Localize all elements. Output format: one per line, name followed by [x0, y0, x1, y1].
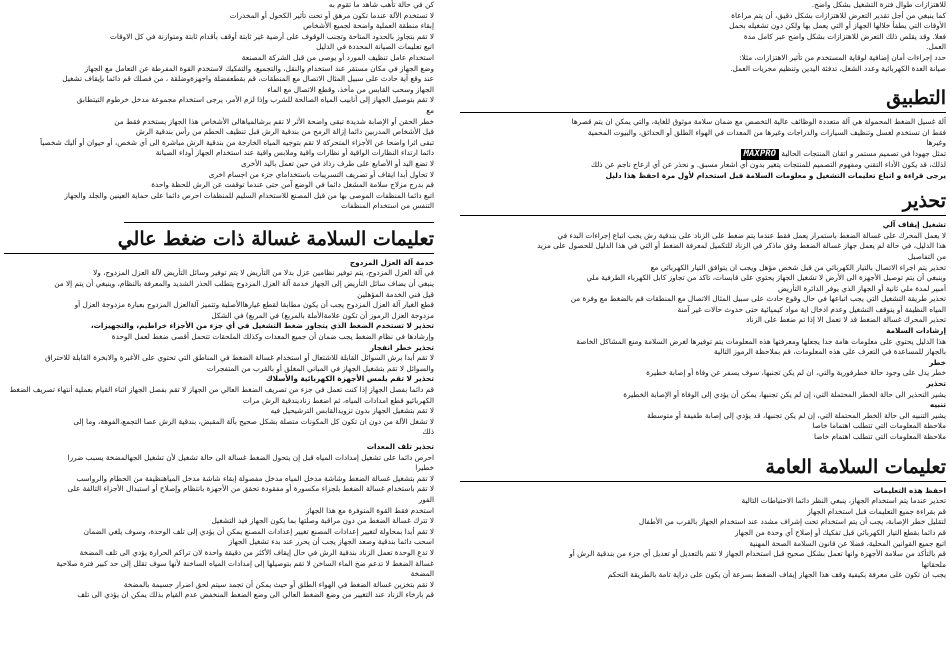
- text-line: لا تقم باستخدام غسالة الضغط بلجزاء مكسورة أو مفقودة تحقق من الأجهزة بانتظام وإصلاح أو استبدال الأجزاء التالفة على: [67, 484, 434, 494]
- text-line: وغيرها: [926, 138, 946, 148]
- application-list: [460, 117, 946, 149]
- text-line: استخدم فقط القوة المتوفرة مع هذا الجهاز: [305, 505, 434, 515]
- text-line: هذا الدليل يحتوي على معلومات هامة جدا يجعلها ومعرفتها هذه المعلومات يتم توفيرها لغرض السلامة ومنع المشاكل الخاصة: [576, 336, 946, 346]
- text-line: قم بدرج مزلاج سلامة المشغل دائما في الوضع آمن حتى عندما توقفت عن الرش للحظة واحدة: [151, 180, 434, 190]
- text-line: لا تحاول أبدا ايقاف أو تصريف التسريبات باستخداماي جزء من اجسام اخرى: [208, 169, 434, 179]
- section-divider: [460, 481, 946, 482]
- text-line: ذلك: [422, 427, 434, 437]
- text-line: لا تشغل الآلة من دون ان تكون كل المكونات متصلة بشكل صحيح بآلة المقبض، بندقية الرش عصا التجمع،الفوهة، وما إلى: [73, 416, 434, 426]
- section-divider: [460, 112, 946, 113]
- text-line: بالجهاز للمساعدة في التعرف على هذه المعلومات، قم بملاحظة الرموز التالية: [714, 347, 946, 357]
- text-line: ملاحظة المعلومات التي تتطلب اهتمام خاصا: [814, 432, 946, 441]
- text-line: قبل فني الخدمة المؤهلين: [357, 289, 434, 299]
- text-line: خطيرا: [415, 463, 434, 473]
- text-line: اتبع تعليمات الصيانة المحددة في الدليل: [316, 42, 434, 52]
- left-intro-list: [4, 0, 434, 212]
- maxpro-logo: MAXPRO: [741, 149, 780, 160]
- text-line: تحذير لا تقم بلمس الأجهزة الكهربائية والأسلاك: [265, 374, 434, 384]
- section-divider: [4, 253, 434, 254]
- text-line: قم بالتأكد من سلامة الأجهزة وانها تعمل بشكل صحيح قبل استخدام الجهاز لا تقم بالتعديل أو تعديل أي جزء من بندقية الرش أو: [569, 549, 946, 559]
- text-line: وإرشادها في نظام الضغط يجب ضمان أن جميع المعدات وكذلك الملحقات تتحمل أقصى ضغط لعمل الوحدة: [111, 332, 434, 342]
- text-line: الفور: [418, 494, 434, 504]
- pressure-washer-safety-title: تعليمات السلامة غسالة ذات ضغط عالي: [117, 227, 434, 250]
- text-line: كما ينبغي من أجل تقدير التعرض للاهتزازات بشكل دقيق، أن يتم مراعاة: [731, 10, 946, 20]
- left-damage-list: [4, 453, 434, 601]
- text-line: مزدوجة العزل الرموز أن تكون علامةالأملة بالمربع) في المربع) في الشكل: [211, 310, 434, 320]
- maxpro-line: [460, 149, 946, 160]
- text-line: مع: [426, 105, 434, 115]
- text-line: تحذير عندما يتم استخدام الجهاز، ينبغي النظر دائما الاحتياطات التالية: [741, 496, 946, 506]
- text-line: قم بقراءة جميع التعليمات قبل استخدام الجهاز: [807, 506, 946, 516]
- text-line: التنفس من استخدام المنظفات: [341, 201, 434, 211]
- maxpro-line: لذلك، قد يكون الأداء التقني ومفهوم التصميم للمنتجات يتغير بدون أي اشعار مسبق. و نحذر عن أي ازعاج ناجم عن ذلك: [590, 159, 946, 169]
- text-line: للاهتزازات طوال فترة التشغيل بشكل واضح.: [811, 0, 946, 9]
- text-line: تنبيه: [929, 400, 946, 410]
- section-divider: [124, 222, 434, 223]
- text-line: قم دائما بفصل الجهاز إذا كنت تعمل في جزء من تصريف الضغط العالي من الجهاز لا تقم بفصل الجهاز اثناء القيام بعملية أنتهاء تصريف الضغط: [9, 385, 434, 394]
- text-line: دائما ارتداء النظارات الواقية أو نظارات واقية وملابس واقية عند استخدام الجهاز أوداء الصيانة: [155, 148, 434, 158]
- text-line: تشغيل إيقاف آلي: [882, 220, 946, 230]
- text-line: تحذير طريقة التشغيل التي يجب اتباعها في حال وقوع حادث على سبيل المثال الاتصال مع المنطقات قم بالضغط مع وفرة من: [570, 294, 946, 304]
- text-line: خطر الحقن أو الإصابة شديدة تبقى واضحة الأثر لا تقم برشالمياهالى الأشخاص هذا الجهاز يستخدم فقط من: [114, 116, 434, 126]
- text-line: حدد إجراءات أمان إضافية لوقاية المستخدم من تأثير الاهتزازات، مثلا:: [739, 52, 946, 62]
- safety-signs-list: [460, 337, 946, 443]
- text-line: في آلة العزل المزدوج، يتم توفير نظامين عزل بدلا من التأريض لا يتم توفير وسائل التأريض لآلة العزل المزدوج، ولا: [93, 268, 434, 278]
- section-divider: [460, 215, 946, 216]
- text-line: قبل الأشخاص المدربين دائما إزالة الرمح من بندقية الرش قبل تنظيف الحطم من رأس بندقية الرش: [135, 127, 434, 137]
- text-line: لا تقم بتشغيل الجهاز بدون تزويدالقابس الترشيحيل فيه: [270, 406, 434, 416]
- text-line: العمل.: [926, 42, 946, 52]
- text-line: يجب ان تكون على معرفة بكيفية وقف هذا الجهاز إيقاف الضغط بسرعة أن يكون على دراية تامة بالطريقة التحكم: [607, 570, 946, 580]
- text-line: آلة غسيل الضغط المحمولة هي آلة متعددة الوظائف عالية التخصص مع ضمان سلامة موثوق للغاية، والتي يمكن ان يتم قصرها: [571, 117, 946, 127]
- right-intro-list: [460, 0, 946, 74]
- text-line: المضخة: [410, 569, 434, 579]
- text-line: الكهربائيو قطع امدادات المياه، ثم اضغط زناديندقية الرش مرات: [242, 395, 434, 405]
- damage-warning-heading: تحذير تلف المعدات: [366, 441, 434, 451]
- warning-list: [460, 220, 946, 326]
- text-line: لا تدع الوحدة تعمل الزناد بندقية الرش في حال إيقاف الأكثر من دقيقة واحدة لان تراكم الحرارة يؤدي الى تلف المضخة: [79, 547, 434, 557]
- general-safety-list: [460, 486, 946, 581]
- text-line: صيانة العدة الكهربائية وعدد الشغل، تدفئة اليدين وتنظيم مجريات العمل.: [730, 63, 946, 73]
- text-line: خدمة آلة العزل المزدوج: [349, 257, 434, 267]
- right-column: [460, 0, 946, 581]
- text-line: لا تترك غسالة الضغط من دون مراقبة وصلتها بما يكون الجهاز قيد التشغيل: [211, 516, 434, 526]
- text-line: لا يعمل المحرك على غسالة الضغط باستمرار يعمل فقط عندما يتم ضغط على الزناد على بندقية رش يجب اتباع إجراءات البدء في: [557, 230, 946, 240]
- text-line: الجهاز وسحب القابس من مأخذ، وقطع الاتصال مع الماء: [267, 84, 434, 94]
- maxpro-text: تمثل جهودا في تصميم مستمر و اتقان المنتجات الحالية: [781, 148, 946, 158]
- text-line: تحذير يتم اجراء الاتصال بالتيار الكهربائي من قبل شخص مؤهل ويجب ان يتوافق التيار الكهربائي مع: [650, 262, 946, 272]
- text-line: احفظ هذه التعليمات: [873, 485, 946, 495]
- text-line: فقط ان تستخدم لغسل وتنظيف السيارات والدراجات وغيرها من المعدات في الهواء الطلق أو الحدائق، والبيوت المحمية: [587, 127, 946, 137]
- text-line: ينبغي أن يضاف سائل التأريض إلى الجهاز خدمة آلة العزل المزدوج يتطلب الحذر الشديد والمعرفة بالنظام، وينبغي أن يتم إلا من: [54, 279, 434, 289]
- text-line: والسوائل لا تقم بتشغيل الجهاز في المباني المغلق أو بالقرب من المتفجرات: [206, 363, 434, 373]
- text-line: خطر: [929, 357, 946, 367]
- text-line: لا تقم بتشغيل غسالة الضغط وشاشة مدخل المياه مدخل مفصولة إبقاء شاشة مدخل المياهنظيفة من الحطام والرواسب: [76, 473, 434, 483]
- text-line: لا تقم بتجاوز بالحدود المتاحة وتجنب الوقوف على أرضية غير ثابتة أوقف بأقدام ثابتة ومتوازنة في كل الاوقات: [110, 31, 434, 41]
- text-line: تحذير لا تستخدم الضغط الذي يتجاوز ضغط التشغيل في أي جزء من الأجزاء خراطيم، والتجهيزات،: [90, 321, 434, 331]
- text-line: غسالة الضغط لا تدعم ضخ الماء الساخن لا تقم بتوصيلها إلى إمدادات المياه الساخنة لأنها سوف تقلل إلى حد كبير فترة صلاحية: [56, 558, 434, 568]
- text-line: فعلا. وقد يقلص ذلك التعرض للاهتزازات بشكل واضح عبر كامل مدة: [743, 31, 946, 41]
- text-line: المياه النظيفة أو يتوقف التشغيل وعدم ادخال اية مواد كيميائية حتى حدوث حالات غير آمنة: [677, 304, 946, 314]
- warning-title: تحذير: [902, 190, 946, 213]
- maxpro-line: يرجى قراءة و اتباع تعليمات التشغيل و معلومات السلامة قبل استخدام لأول مرة احفظ هذا دليل: [605, 170, 946, 180]
- left-body-list: [4, 258, 434, 438]
- text-line: قم بارخاء الزناد عند التغيير من وضع الضغط العالي الى وضع الضغط المنخفض عدم القيام بذلك يمكن ان يؤدي الى تلف: [77, 590, 434, 600]
- text-line: إبقاء منطقة العملية واضحة لجميع الأشخاص: [303, 21, 434, 31]
- text-line: الأوقات التي يطفأ خلالها الجهاز أو التي يعمل بها ولكن دون تشغيله بحمل: [729, 21, 946, 31]
- text-line: وضع الجهاز في مكان مستقر عند استخدام والنقل، والتجميع، والتفكيك لاستخدم القوة المفرطة عن التعامل مع الجهاز: [84, 63, 434, 73]
- text-line: لتقليل خطر الإصابة، يجب أن يتم استخدام تحت إشراف مشدد عند استخدام الجهاز بالقرب من الأطفال: [638, 517, 946, 527]
- text-line: قطع الغيار آلة العزل المزدوج يجب أن يكون مطابقا لقطع غيارهاالأصلية وتتميز آلةالعزل المزدوج بعبارة مزدوجة العزل أو: [74, 300, 434, 310]
- text-line: لا تقم بتوصيل الجهاز إلى أنابيب المياه الصالحة للشرب وإذا لزم الأمر، يرجى استخدام مجموعة مدخل خرطوم التيتطابق: [76, 95, 434, 105]
- text-line: استخدام عامل تنظيف المورد أو يوصى من قبل الشركة المصنعة: [241, 52, 434, 62]
- text-line: احرص دائما على تشغيل إمدادات المياه قبل إن يتحول الضغط غسالة الى حالة تشغيل لأن تشغيل الجهالمضخة يسبب ضررا: [67, 452, 434, 462]
- text-line: لا تضع اليد أو الأصابع على طرف رذاذ في حين تعمل باليد الأخرى: [241, 158, 434, 168]
- text-line: لا تقم أبدا بمحاولة لتغيير إعدادات المصنع تغيير إعدادات المصنع يمكن أن يؤدي إلى تلف الوحدة، وسوف يلغي الضمان: [83, 526, 434, 536]
- text-line: كن في حالة تأهب شاهد ما تقوم به: [328, 0, 434, 9]
- text-line: لا تقم بتخزين غسالة الضغط في الهواء الطلق أو حيث يمكن أن تجمد سيتم لحق اضرار جسيمة بالمضخة: [123, 579, 434, 589]
- text-line: تحذير: [926, 379, 946, 389]
- left-column: [4, 0, 434, 601]
- text-line: لا تستخدم الآلة عندما تكون مرهق أو تحت تأثير الكحول أو المخدرات: [229, 10, 434, 20]
- text-line: لا تقم أبدا برش السوائل القابلة للاشتعال أو استخدام غسالة الضغط في المناطق التي تحتوي على الأغبرة والابخرة القابلة للاحتراق: [44, 353, 434, 363]
- text-line: أمبير لمدة ملي ثانية أو الجهاز الذي يوفر الدائرة التأريض: [777, 283, 946, 293]
- text-line: يشير التنبيه الى حالة الخطر المحتملة التي، إن لم يكن تجنبها، قد يؤدي إلى إصابة طفيفة أو متوسطة: [647, 410, 946, 420]
- general-safety-title: تعليمات السلامة العامة: [765, 455, 946, 478]
- text-line: يشير التحذير الى حالة الخطر المحتملة التي، إن لم يكن تجنبها، يمكن أن يؤدي إلى الوفاة أو الإصابة الخطيرة: [623, 389, 946, 399]
- text-line: اتبع دائما المنظفات الموصى بها من قبل المصنع للاستخدام السليم للمنظفات احرص دائما على حماية العينين والجلد والجهاز: [64, 190, 434, 200]
- safety-signs-title: إرشادات السلامة: [886, 326, 946, 336]
- text-line: من التفاصيل: [907, 251, 946, 261]
- application-title: التطبيق: [886, 87, 946, 110]
- text-line: قم دائما بقطع التيار الكهربائي قبل تفكيك أو إصلاح أي وحدة من الجهاز: [734, 527, 946, 537]
- text-line: تحذير خطر انفجار: [369, 342, 434, 352]
- text-line: ملحقاتها: [921, 559, 946, 569]
- text-line: تبقى اثرا واضحا عن الأجزاء المتحركة لا تقم بتوجيه المياه الخارجة من بندقية الرش مباشرة الى أي شخص، أو حيوان أو أليك شخصياً: [40, 137, 434, 147]
- text-line: اتبع جميع القوانين المحلية، فضلا عن قانون السلامة الصحة المهنية: [749, 538, 946, 548]
- text-line: عند وقع آية حادث على سبيل المثال الاتصال مع المنطقات، قم بقطعفضلة واجهزةوضلقة ، من فصلك قم دائما بإيقاف تشغيل: [62, 74, 434, 84]
- text-line: ملاحظة المعلومات التي تتطلب اهتماما خاصا: [812, 421, 946, 431]
- text-line: وينبغي أن يتم توصيل الأجهزة الى الأرض لا تشغيل الجهاز يحتوي على قابسات، تاكد من تجاوز كابل الكهرباء الطرفية ملي: [586, 273, 946, 283]
- text-line: هذا الدليل، في حالة لم يعمل جهاز غسالة الضغط وفق ماذكر في الزناد للتكميل لمعرفة الضغط أو التي في هذا الدليل للحصول على مزيد: [537, 241, 946, 251]
- text-line: تحذير المحرك غسالة الضغط قد لا تعمل الا إذا تم ضغط على الزناد: [746, 315, 946, 325]
- text-line: خطر يدل على وجود حالة خطرفورية والتي، ان لم يكن تجنبها، سوف يسفر عن وفاة أو إصابة خطيرة: [646, 368, 946, 378]
- text-line: اسحب دائما بندقية وصعد الجهاز يجب أن يحرر عند بدء تشغيل الجهاز: [228, 537, 434, 547]
